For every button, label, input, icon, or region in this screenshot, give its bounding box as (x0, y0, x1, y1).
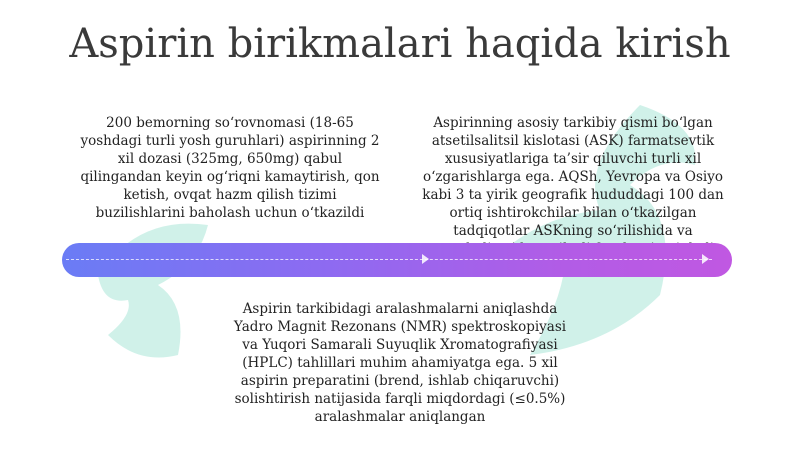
text-block-asa: Aspirinning asosiy tarkibiy qismi bo‘lgan atsetilsalitsil kislotasi (ASK) farmatsevtik xususiyatlariga ta’sir qiluvchi turli xil o‘zgarishlarga ega. AQSh, Yevropa va Osiyo kabi 3 ta yirik geografik hududdagi 100 dan ortiq ishtirokchilar bilan o‘tkazilgan tadqiqotlar ASKning so‘rilishida va (422, 115, 724, 239)
page-title: Aspirin birikmalari haqida kirish (69, 21, 731, 67)
timeline-dashed-line (66, 259, 712, 260)
text-block-survey: 200 bemorning so‘rovnomasi (18-65 yoshdagi turli yosh guruhlari) aspirinning 2 xil dozasi (325mg, 650mg) qabul qilingandan keyin og‘riqni kamaytirish, qon ketish, ovqat hazm qilish tizimi buzilishlarini baholash uchun o‘tkazildi (80, 115, 380, 221)
leaf-logo-watermark-icon (78, 205, 228, 375)
timeline-bar (62, 243, 732, 277)
arrow-right-icon (702, 254, 709, 264)
arrow-right-icon (422, 254, 429, 264)
text-block-analysis: Aspirin tarkibidagi aralashmalarni aniqlashda Yadro Magnit Rezonans (NMR) spektroskopiyasi va Yuqori Samarali Suyuqlik Xromatografiyasi (HPLC) tahlillari muhim ahamiyatga ega. 5 xil aspirin preparatini (brend, ishlab chiqaruvchi) solishtirish natijasida farqli miqdordagi (≤0.5%) aralashmalar aniqlangan (233, 301, 567, 425)
